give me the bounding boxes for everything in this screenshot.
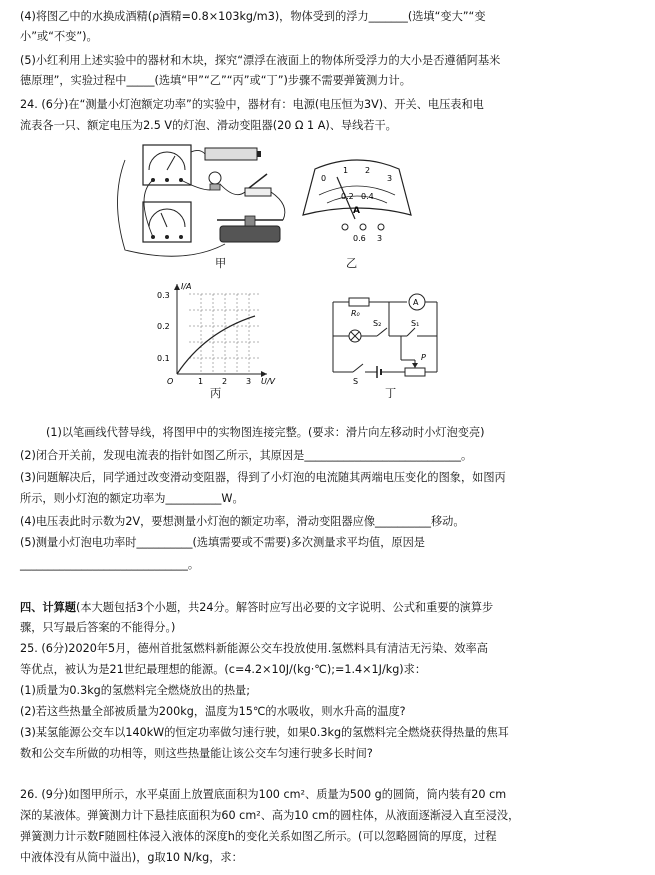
meter-top-tick-2: 2: [365, 166, 371, 175]
graph-xtick-3: 3: [246, 377, 252, 386]
figure-jia-label: 甲: [215, 257, 227, 270]
figure-ding-circuit: [325, 292, 445, 387]
figure-ding-label: 丁: [385, 387, 397, 400]
meter-inner-tick-2: 0.4: [361, 192, 374, 201]
circuit-r0-label: R₀: [351, 309, 360, 318]
meter-inner-tick-1: 0.2: [341, 192, 354, 201]
q25-part1: (1)质量为0.3kg的氢燃料完全燃烧放出的热量;: [20, 684, 250, 697]
graph-ytick-02: 0.2: [157, 322, 170, 331]
circuit-ammeter-label: A: [413, 298, 419, 307]
q26-line3: 弹簧测力计示数F随圆柱体浸入液体的深度h的变化关系如图乙所示。(可以忽略圆筒的厚度，过程: [20, 830, 497, 843]
q23-part5-line1: (5)小红利用上述实验中的器材和木块，探究“漂浮在液面上的物体所受浮力的大小是否遵循阿基米: [20, 54, 501, 67]
q25-part2: (2)若这些热量全部被质量为200kg，温度为15℃的水吸收，则水升高的温度?: [20, 705, 406, 718]
q24-intro-line2: 流表各一只、额定电压为2.5 V的灯泡、滑动变阻器(20 Ω 1 A)、导线若干。: [20, 119, 397, 132]
graph-grid: [189, 294, 259, 374]
circuit-s1-label: S₁: [411, 319, 420, 328]
q25-line2: 等优点，被认为是21世纪最理想的能源。(c=4.2×10J/(kg·℃);=1.4×1J/kg)求：: [20, 663, 427, 676]
circuit-s2-label: S₂: [373, 319, 382, 328]
meter-top-tick-1: 1: [343, 166, 349, 175]
figure-jia-apparatus: [105, 140, 295, 270]
q24-part1: (1)以笔画线代替导线，将图甲中的实物图连接完整。(要求：滑片向左移动时小灯泡变亮): [46, 426, 485, 439]
q24-intro-line1: 24. (6分)在“测量小灯泡额定功率”的实验中，器材有：电源(电压恒为3V)、开关、电压表和电: [20, 98, 484, 111]
q23-part5-line2: 德原理”，实验过程中_____(选填“甲”“乙”“丙”或“丁”)步骤不需要弹簧测力计。: [20, 74, 411, 87]
q26-line1: 26. (9分)如图甲所示，水平桌面上放置底面积为100 cm²、质量为500 g的圆筒，筒内装有20 cm: [20, 788, 507, 801]
q25-part3-line1: (3)某氢能源公交车以140kW的恒定功率做匀速行驶，如果0.3kg的氢燃料完全燃烧获得热量的焦耳: [20, 726, 509, 739]
meter-top-tick-0: 0: [321, 174, 327, 183]
q24-part2: (2)闭合开关前，发现电流表的指针如图乙所示，其原因是____________________________。: [20, 449, 473, 462]
figure-yi-label: 乙: [346, 257, 358, 270]
q24-part4: (4)电压表此时示数为2V，要想测量小灯泡的额定功率，滑动变阻器应像__________移动。: [20, 515, 465, 528]
graph-xtick-1: 1: [198, 377, 204, 386]
q24-part3-line1: (3)问题解决后，同学通过改变滑动变阻器，得到了小灯泡的电流随其两端电压变化的图象，如图丙: [20, 471, 506, 484]
figure-yi-meter: [297, 155, 417, 245]
circuit-p-label: P: [421, 353, 426, 362]
graph-origin: O: [167, 377, 174, 386]
circuit-s-label: S: [353, 377, 359, 386]
q24-part5-line1: (5)测量小灯泡电功率时__________(选填需要或不需要)多次测量求平均值，原因是: [20, 536, 425, 549]
q24-part3-line2: 所示，则小灯泡的额定功率为__________W。: [20, 492, 244, 505]
q23-part4-line1: (4)将图乙中的水换成酒精(ρ酒精=0.8×103kg/m3)，物体受到的浮力_______(选填“变大”“变: [20, 10, 486, 23]
graph-ytick-01: 0.1: [157, 354, 170, 363]
figure-bing-label: 丙: [210, 387, 222, 400]
q25-line1: 25. (6分)2020年5月，德州首批氢燃料新能源公交车投放使用.氢燃料具有清洁无污染、效率高: [20, 642, 488, 655]
section4-desc-line1: (本大题包括3个小题，共24分。解答时应写出必要的文字说明、公式和重要的演算步: [75, 601, 494, 614]
q26-line4: 中液体没有从筒中溢出)，g取10 N/kg，求：: [20, 851, 243, 864]
graph-curve: [177, 316, 255, 374]
figure-bing-graph: [155, 280, 285, 390]
q25-part3-line2: 数和公交车所做的功相等，则这些热量能让该公交车匀速行驶多长时间?: [20, 747, 373, 760]
section4-title: 四、计算题: [20, 601, 76, 614]
meter-unit: A: [353, 206, 360, 216]
graph-ylabel: I/A: [181, 282, 192, 291]
section4-header: [20, 600, 493, 615]
graph-xtick-2: 2: [222, 377, 228, 386]
q24-part5-line2: ______________________________。: [20, 558, 200, 571]
graph-ytick-03: 0.3: [157, 291, 170, 300]
section4-desc-line2: 骤，只写最后答案的不能得分。): [20, 621, 176, 634]
meter-top-tick-3: 3: [387, 174, 393, 183]
graph-xlabel: U/V: [261, 377, 276, 386]
meter-terminal-06: 0.6: [353, 234, 366, 243]
q23-part4-line2: 小”或“不变”)。: [20, 30, 98, 43]
q26-line2: 深的某液体。弹簧测力计下悬挂底面积为60 cm²、高为10 cm的圆柱体，从液面逐渐浸入直至浸没，: [20, 809, 520, 822]
meter-terminal-3: 3: [377, 234, 383, 243]
